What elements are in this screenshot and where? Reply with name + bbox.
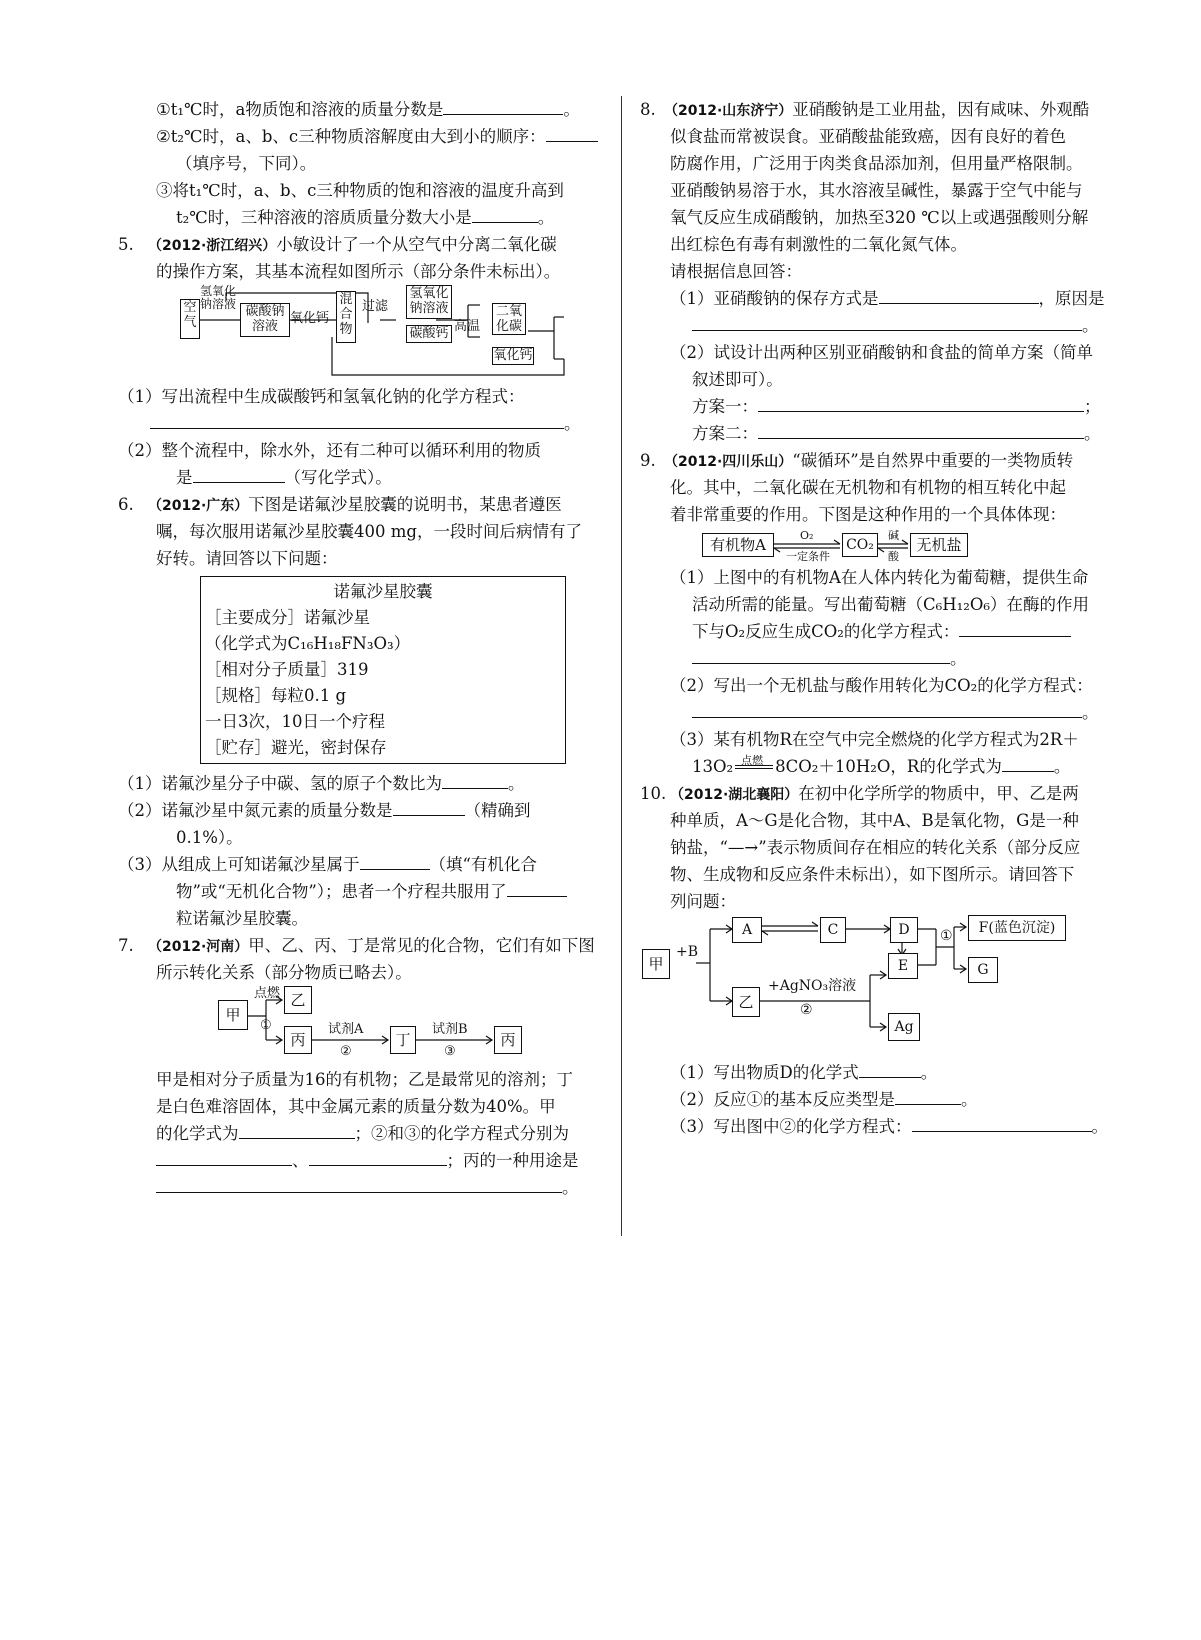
answer-blank[interactable] [692, 700, 1082, 718]
answer-blank[interactable] [150, 411, 564, 429]
drug-label-row: （化学式为C₁₆H₁₈FN₃O₃） [205, 634, 411, 653]
q9-sub3-b: 13O₂ 点燃 8CO₂＋10H₂O，R的化学式为 。 [692, 754, 1071, 776]
q10-conversion-diagram [640, 919, 1110, 1059]
q9-sub2: （2）写出一个无机盐与酸作用转化为CO₂的化学方程式： [670, 676, 1093, 695]
ignite-label: 点燃 [254, 986, 281, 1001]
answer-blank[interactable] [156, 1175, 562, 1193]
plus-b-label: +B [676, 944, 699, 960]
q9-sub1-c: 下与O₂反应生成CO₂的化学方程式： [640, 618, 1110, 645]
q9-carbon-cycle-diagram [640, 528, 1110, 564]
step3-label: ③ [444, 1044, 456, 1059]
jia-box: 甲 [218, 1000, 248, 1030]
answer-blank[interactable] [692, 313, 1082, 331]
q8-sub2: （2）试设计出两种区别亚硝酸钠和食盐的简单方案（简单 [670, 343, 1093, 362]
q5-stem-2: 的操作方案，其基本流程如图所示（部分条件未标出）。 [156, 262, 561, 281]
co2-box: CO₂ [842, 533, 878, 557]
q8-stem-4: 亚硝酸钠易溶于水，其水溶液呈碱性，暴露于空气中能与 [670, 181, 1083, 200]
box-f-blue-precipitate: F(蓝色沉淀) [968, 915, 1066, 941]
q5-stem: 5. （2012·浙江绍兴）小敏设计了一个从空气中分离二氧化碳 [118, 235, 557, 254]
q5-flow-diagram [118, 285, 612, 377]
q8-stem-6: 出红棕色有毒有刺激性的二氧化氮气体。 [670, 235, 967, 254]
drug-label-row: 一日3次，10日一个疗程 [205, 712, 385, 731]
cao-box: 氧化钙 [493, 348, 533, 363]
q9-stem-2: 化。其中，二氧化碳在无机物和有机物的相互转化中起 [670, 478, 1066, 497]
q9-sub1-b: 活动所需的能量。写出葡萄糖（C₆H₁₂O₆）在酶的作用 [692, 595, 1089, 614]
answer-blank[interactable] [546, 124, 598, 142]
q5-sub1: （1）写出流程中生成碳酸钙和氢氧化钠的化学方程式： [118, 387, 525, 406]
naoh-solution-box: 氢氧化钠溶液 [406, 285, 452, 319]
q9-sub1-blank: 。 [640, 645, 1110, 672]
solubility-subq-1: ①t₁℃时，a物质饱和溶液的质量分数是 。 [118, 96, 612, 123]
q9-sub1: （1）上图中的有机物A在人体内转化为葡萄糖，提供生命 [670, 568, 1089, 587]
base-label: 碱 [888, 529, 899, 542]
answer-blank[interactable] [360, 852, 430, 870]
q7-para-3: 的化学式为 ；②和③的化学方程式分别为 [118, 1120, 612, 1147]
answer-blank[interactable] [859, 1060, 921, 1078]
drug-label-box [200, 576, 566, 764]
q9-stem-3: 着非常重要的作用。下图是这种作用的一个具体体现： [670, 505, 1066, 524]
solubility-subq-3b: t₂℃时，三种溶液的溶质质量分数大小是 。 [118, 204, 612, 231]
q8-plan2: 方案二： 。 [640, 420, 1110, 447]
drug-label-row: ［主要成分］诺氟沙星 [205, 608, 370, 627]
q10-stem-2: 种单质，A～G是化合物，其中A、B是氧化物，G是一种 [670, 811, 1079, 830]
q6-sub3: （3）从组成上可知诺氟沙星属于 （填“有机化合 [118, 851, 612, 878]
cao-label: 氧化钙 [290, 311, 330, 326]
caco3-box: 碳酸钙 [406, 325, 452, 343]
na2co3-box: 碳酸钠溶液 [240, 303, 290, 337]
answer-blank[interactable] [442, 771, 508, 789]
answer-blank[interactable] [309, 1148, 447, 1166]
box-e: E [888, 953, 918, 979]
answer-blank[interactable] [692, 646, 950, 664]
q5-sub2: （2）整个流程中，除水外，还有二种可以循环利用的物质 [118, 441, 541, 460]
organic-a-box: 有机物A [702, 533, 774, 557]
high-temp-label: 高温 [454, 319, 481, 334]
yi-box: 乙 [284, 986, 312, 1014]
q6-sub3-c: 粒诺氟沙星胶囊。 [176, 909, 308, 928]
q8-stem-5: 氧气反应生成硝酸钠，加热至320 ℃以上或遇强酸则分解 [670, 208, 1089, 227]
left-column [118, 96, 612, 1201]
answer-blank[interactable] [156, 1148, 292, 1166]
q8-stem-7: 请根据信息回答： [670, 262, 802, 281]
drug-label-title: 诺氟沙星胶囊 [333, 582, 433, 601]
co2-box: 二氧化碳 [492, 303, 526, 335]
filter-label: 过滤 [362, 299, 389, 314]
q7-para-4: 、 ；丙的一种用途是 [118, 1147, 612, 1174]
q7-stem-2: 所示转化关系（部分物质已略去）。 [156, 963, 412, 982]
q6-stem-2: 嘱，每次服用诺氟沙星胶囊400 mg，一段时间后病情有了 [156, 522, 582, 541]
step2-label: ② [800, 1002, 813, 1018]
air-box: 空气 [180, 299, 200, 339]
q8-stem-2: 似食盐而常被误食。亚硝酸盐能致癌，因有良好的着色 [670, 127, 1066, 146]
q6-sub3-b: 物”或“无机化合物”）；患者一个疗程共服用了 [118, 878, 612, 905]
q8-stem: 8. （2012·山东济宁）亚硝酸钠是工业用盐，因有咸味、外观酷 [640, 100, 1090, 119]
q7-para-2: 是白色难溶固体，其中金属元素的质量分数为40%。甲 [156, 1097, 556, 1116]
column-divider [621, 96, 622, 1236]
yi-box: 乙 [732, 987, 760, 1017]
q10-sub2: （2）反应①的基本反应类型是 。 [640, 1086, 1110, 1113]
q8-sub1: （1）亚硝酸钠的保存方式是 ，原因是 [640, 285, 1110, 312]
ding-box: 丁 [390, 1026, 416, 1054]
q7-para-1: 甲是相对分子质量为16的有机物；乙是最常见的溶剂；丁 [156, 1070, 573, 1089]
q5-sub1-blank: 。 [118, 410, 612, 437]
reagent-a-label: 试剂A [328, 1022, 364, 1037]
condition-label: 一定条件 [786, 550, 830, 563]
reagent-b-label: 试剂B [432, 1022, 468, 1037]
box-c: C [820, 917, 846, 943]
agno3-label: +AgNO₃溶液 [768, 978, 857, 994]
answer-blank[interactable] [239, 1121, 355, 1139]
solubility-subq-2: ②t₂℃时，a、b、c三种物质溶解度由大到小的顺序： [118, 123, 612, 150]
q6-sub2-b: 0.1%）。 [176, 828, 243, 847]
inorganic-salt-box: 无机盐 [910, 533, 968, 557]
q6-stem: 6. （2012·广东）下图是诺氟沙星胶囊的说明书，某患者遵医 [118, 495, 562, 514]
drug-label-row: ［规格］每粒0.1 g [205, 686, 347, 705]
q10-sub3: （3）写出图中②的化学方程式： 。 [640, 1113, 1110, 1140]
q9-stem: 9. （2012·四川乐山）“碳循环”是自然界中重要的一类物质转 [640, 451, 1074, 470]
answer-blank[interactable] [393, 798, 465, 816]
q10-stem-4: 物、生成物和反应条件未标出），如下图所示。请回答下 [670, 865, 1075, 884]
drug-label-row: ［相对分子质量］319 [205, 660, 369, 679]
step2-label: ② [340, 1044, 352, 1059]
box-g: G [968, 957, 998, 983]
q6-sub1: （1）诺氟沙星分子中碳、氢的原子个数比为 。 [118, 770, 612, 797]
bing-box: 丙 [284, 1026, 312, 1054]
q5-sub2-b: 是 （写化学式）。 [118, 464, 612, 491]
answer-blank[interactable] [1002, 754, 1054, 772]
solubility-subq-3: ③将t₁℃时，a、b、c三种物质的饱和溶液的温度升高到 [156, 181, 564, 200]
q9-sub3: （3）某有机物R在空气中完全燃烧的化学方程式为2R＋ [670, 730, 1079, 749]
naoh-label: 氢氧化钠溶液 [200, 284, 237, 311]
q10-stem: 10. （2012·湖北襄阳）在初中化学所学的物质中，甲、乙是两 [640, 784, 1079, 803]
answer-blank[interactable] [507, 879, 567, 897]
jia-box: 甲 [642, 949, 670, 979]
answer-blank[interactable] [959, 619, 1071, 637]
answer-blank[interactable] [758, 421, 1084, 439]
acid-label: 酸 [888, 550, 899, 563]
drug-label-row: ［贮存］避光，密封保存 [205, 738, 387, 757]
q7-stem: 7. （2012·河南）甲、乙、丙、丁是常见的化合物，它们有如下图 [118, 936, 595, 955]
q8-plan1: 方案一： ； [640, 393, 1110, 420]
answer-blank[interactable] [895, 1087, 961, 1105]
q10-stem-5: 列问题： [670, 892, 736, 911]
box-ag: Ag [888, 1013, 920, 1041]
answer-blank[interactable] [472, 205, 538, 223]
solubility-subq-2b: （填序号，下同）。 [176, 154, 317, 173]
right-column [640, 96, 1110, 1140]
q9-sub2-blank: 。 [640, 699, 1110, 726]
step1-label: ① [260, 1018, 272, 1033]
q6-stem-3: 好转。请回答以下问题： [156, 549, 338, 568]
q7-conversion-diagram [118, 986, 612, 1066]
q7-para-5: 。 [118, 1174, 612, 1201]
q8-sub1-blank: 。 [640, 312, 1110, 339]
q6-sub2: （2）诺氟沙星中氮元素的质量分数是 （精确到 [118, 797, 612, 824]
step1-label: ① [940, 928, 953, 944]
q7-arrows [118, 986, 612, 1066]
q8-stem-3: 防腐作用，广泛用于肉类食品添加剂，但用量严格限制。 [670, 154, 1083, 173]
answer-blank[interactable] [758, 394, 1084, 412]
answer-blank[interactable] [193, 465, 285, 483]
q8-sub2-b: 叙述即可）。 [692, 370, 783, 389]
answer-blank[interactable] [912, 1114, 1092, 1132]
q10-stem-3: 钠盐，“—→”表示物质间存在相应的转化关系（部分反应 [670, 838, 1081, 857]
box-d: D [890, 917, 918, 943]
answer-blank[interactable] [443, 97, 563, 115]
box-a: A [732, 917, 762, 943]
bing2-box: 丙 [494, 1026, 522, 1054]
answer-blank[interactable] [879, 286, 1039, 304]
ignite-equals-sign: 点燃 [733, 755, 775, 772]
q10-sub1: （1）写出物质D的化学式 。 [640, 1059, 1110, 1086]
o2-label: O₂ [800, 529, 814, 542]
mixture-box: 混合物 [336, 291, 356, 343]
